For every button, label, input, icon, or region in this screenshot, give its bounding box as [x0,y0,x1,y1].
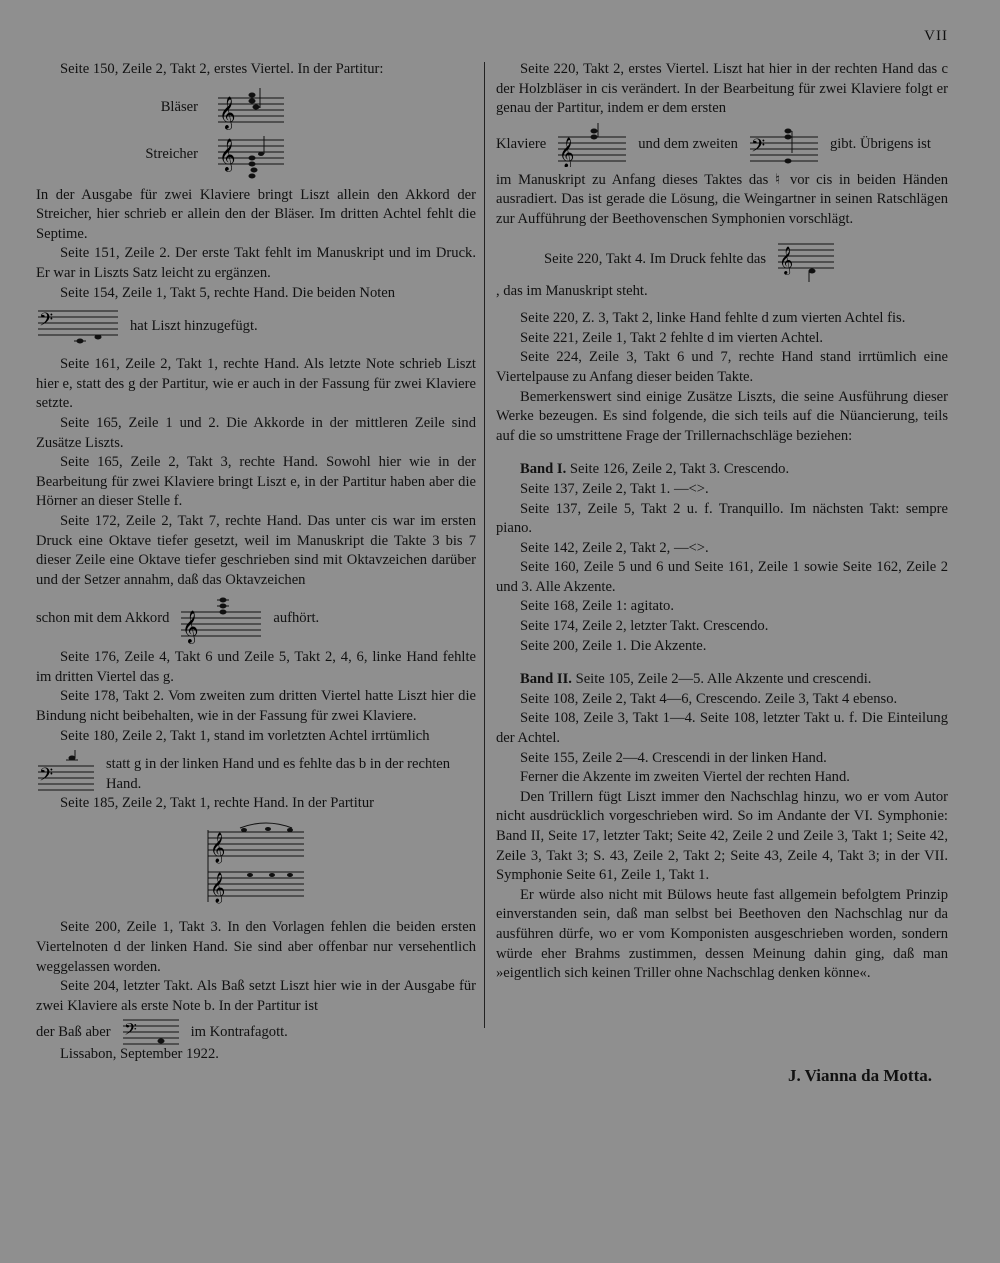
paragraph: Er würde also nicht mit Bülows heute fast allgemein befolgtem Prinzip einverstanden sein, daß man selbst bei Beethoven den Nachschlag nur da ausführen dürfe, wo er vom Komponisten ausgeschrieben worden, sondern würde eher Brahms zustimmen, dessen Meinung dahin ging, daß man »eigentlich sich keinen Triller ohne Nachschlag denken könne«. [496,886,948,982]
paragraph: Bemerkenswert sind einige Zusätze Liszts, die seine Ausführung dieser Werke bezeugen. Es sind folgende, die sich teils auf die Nüancierung, teils auf die so umstrittene Frage der Trillernachschläge beziehen: [496,388,948,444]
list-item-text: Seite 105, Zeile 2—5. Alle Akzente und crescendi. [575,671,872,688]
treble-staff-icon [216,86,286,130]
paragraph: Seite 151, Zeile 2. Der erste Takt fehlt im Manuskript und im Druck. Er war in Liszts Satz leicht zu ergänzen. [36,245,476,281]
list-item: Seite 160, Zeile 5 und 6 und Seite 161, Zeile 1 sowie Seite 162, Zeile 2 und 3. Alle Akzente. [496,559,948,595]
list-item [496,460,948,480]
paragraph-fragment: hat Liszt hinzugefügt. [130,318,258,335]
paragraph: Seite 161, Zeile 2, Takt 1, rechte Hand. Als letzte Note schrieb Liszt hier e, statt des g der Partitur, wie er auch in der Fassung für zwei Klaviere setzte. [36,356,476,412]
svg-text:𝄞: 𝄞 [779,245,794,274]
svg-text:𝄢: 𝄢 [39,310,54,336]
paragraph-fragment: statt g in der linken Hand und es fehlte das b in der rechten Hand. [106,756,451,792]
paragraph: im Manuskript zu Anfang dieses Taktes das ♮ vor cis in beiden Händen ausradiert. Das ist gerade die Lösung, die Weingartner in seinen Ratschlägen zur Aufführung der Beethovenschen Symphonien vorschlägt. [496,171,948,227]
paragraph-fragment: der Baß aber [36,1023,111,1040]
paragraph: Den Trillern fügt Liszt immer den Nachschlag hinzu, wo er vom Autor nicht ausdrücklich vorgeschrieben wird. So im Andante der VI. Symphonie: Band II, Seite 17, letzter Takt; Seite 42, Zeile 2 und Zeile 3, Takt 1; Seite 42, Zeile 3, Takt 3; S. 43, Zeile 2, Takt 2; Seite 43, Zeile 4, Takt 3; in der VII. Symphonie Seite 61, Zeile 1, Takt 1. [496,788,948,884]
signature: J. Vianna da Motta. [787,1066,932,1085]
svg-text:𝄢: 𝄢 [750,135,766,161]
paragraph: Seite 204, letzter Takt. Als Baß setzt Liszt hier wie in der Ausgabe für zwei Klaviere als erste Note b. In der Partitur ist [36,978,476,1014]
right-column [496,60,948,984]
paragraph-fragment: Klaviere [496,135,547,152]
place-date: Lissabon, September 1922. [60,1046,219,1062]
bass-staff-icon [121,1018,181,1046]
music-example-partitur [126,86,476,180]
bass-staff-icon [36,307,120,347]
paragraph: In der Ausgabe für zwei Klaviere bringt Liszt allein den Akkord der Streicher, hier schrieb er allein den der Bläser. Im dritten Achtel fehlt die Septime. [36,186,476,242]
bass-staff-icon [748,123,820,167]
score-excerpt-icon [206,820,306,906]
svg-text:𝄞: 𝄞 [210,832,226,863]
svg-text:𝄢: 𝄢 [39,765,54,791]
paragraph-fragment: Seite 220, Takt 4. Im Druck fehlte das [544,250,767,267]
page-number: VII [924,28,948,44]
paragraph: Seite 224, Zeile 3, Takt 6 und 7, rechte Hand stand irrtümlich eine Viertelpause zu Anfang dieser beiden Takte. [496,349,948,385]
paragraph: Seite 220, Z. 3, Takt 2, linke Hand fehlte d zum vierten Achtel fis. [520,310,906,327]
paragraph: Seite 154, Zeile 1, Takt 5, rechte Hand. Die beiden Noten [60,284,396,301]
list-item: Seite 137, Zeile 5, Takt 2 u. f. Tranquillo. Im nächsten Takt: sempre piano. [496,500,948,537]
svg-text:𝄞: 𝄞 [210,872,226,903]
list-item: Seite 174, Zeile 2, letzter Takt. Crescendo. [520,618,769,635]
paragraph: Seite 185, Zeile 2, Takt 1, rechte Hand. In der Partitur [60,795,375,812]
svg-text:𝄞: 𝄞 [219,137,236,171]
paragraph: Seite 176, Zeile 4, Takt 6 und Zeile 5, Takt 2, 4, 6, linke Hand fehlte im dritten Viertel das g. [36,649,476,685]
band-title: Band II. [520,671,572,688]
paragraph: , das im Manuskript steht. [496,282,648,299]
svg-text:𝄞: 𝄞 [182,610,199,644]
svg-text:𝄞: 𝄞 [219,95,236,129]
treble-staff-icon [179,594,263,644]
list-item [496,670,948,690]
treble-staff-icon [776,238,836,282]
svg-text:𝄞: 𝄞 [559,137,575,167]
paragraph: Seite 180, Zeile 2, Takt 1, stand im vorletzten Achtel irrtümlich [60,727,430,744]
list-item: Seite 168, Zeile 1: agitato. [520,598,675,615]
paragraph: Seite 172, Zeile 2, Takt 7, rechte Hand. Das unter cis war im ersten Druck eine Oktave tiefer gesetzt, weil im Manuskript die Takte 3 bis 7 dieser Zeile eine Oktave tiefer geschrieben sind mit Oktavzeichen darüber und der Setzer annahm, daß das Oktavzeichen [36,512,476,588]
label-streicher: Streicher [145,145,198,162]
list-item: Seite 155, Zeile 2—4. Crescendi in der linken Hand. [520,749,827,766]
list-item: Seite 142, Zeile 2, Takt 2, —<>. [520,539,709,556]
svg-text:𝄢: 𝄢 [123,1019,137,1044]
list-item: Seite 108, Zeile 3, Takt 1—4. Seite 108, letzter Takt u. f. Die Einteilung der Achtel. [496,710,948,747]
left-column [36,60,476,1048]
band-title: Band I. [520,461,567,478]
label-blaeser: Bläser [160,98,198,115]
paragraph: Seite 165, Zeile 1 und 2. Die Akkorde in der mittleren Zeile sind Zusätze Liszts. [36,414,476,451]
paragraph-fragment: aufhört. [273,610,320,627]
paragraph: Seite 150, Zeile 2, Takt 2, erstes Viertel. In der Partitur: [60,61,384,77]
paragraph-fragment: im Kontrafagott. [190,1023,288,1040]
list-item: Seite 108, Zeile 2, Takt 4—6, Crescendo. Zeile 3, Takt 4 ebenso. [520,690,898,707]
paragraph-fragment: gibt. Übrigens ist [829,135,931,152]
list-item: Seite 137, Zeile 2, Takt 1. —<>. [520,480,709,497]
paragraph: Seite 165, Zeile 2, Takt 3, rechte Hand. Sowohl hier wie in der Bearbeitung für zwei Klaviere bringt Liszt e, in der Partitur haben aber die Hörner an dieser Stelle f. [36,454,476,510]
list-item-text: Seite 126, Zeile 2, Takt 3. Crescendo. [569,461,790,478]
paragraph: Seite 200, Zeile 1, Takt 3. In den Vorlagen fehlen die beiden ersten Viertelnoten d der linken Hand. Sie sind aber offenbar nur versehentlich weggelassen worden. [36,919,476,975]
bass-staff-icon [36,750,96,794]
paragraph-fragment: schon mit dem Akkord [36,610,170,627]
column-divider [484,62,485,1028]
treble-staff-icon [556,123,628,167]
paragraph: Seite 220, Takt 2, erstes Viertel. Liszt hat hier in der rechten Hand das c der Holzbläser in cis verändert. In der Bearbeitung für zwei Klaviere folgt er genau der Partitur, indem er dem ersten [496,61,948,117]
list-item: Seite 200, Zeile 1. Die Akzente. [520,637,707,654]
paragraph-fragment: und dem zweiten [638,135,738,152]
list-item: Ferner die Akzente im zweiten Viertel der rechten Hand. [520,769,850,786]
treble-staff-icon [216,130,286,180]
paragraph: Seite 178, Takt 2. Vom zweiten zum dritten Viertel hatte Liszt hier die Bindung nicht beibehalten, wie in der Fassung für zwei Klaviere. [36,688,476,725]
paragraph: Seite 221, Zeile 1, Takt 2 fehlte d im vierten Achtel. [520,329,824,346]
